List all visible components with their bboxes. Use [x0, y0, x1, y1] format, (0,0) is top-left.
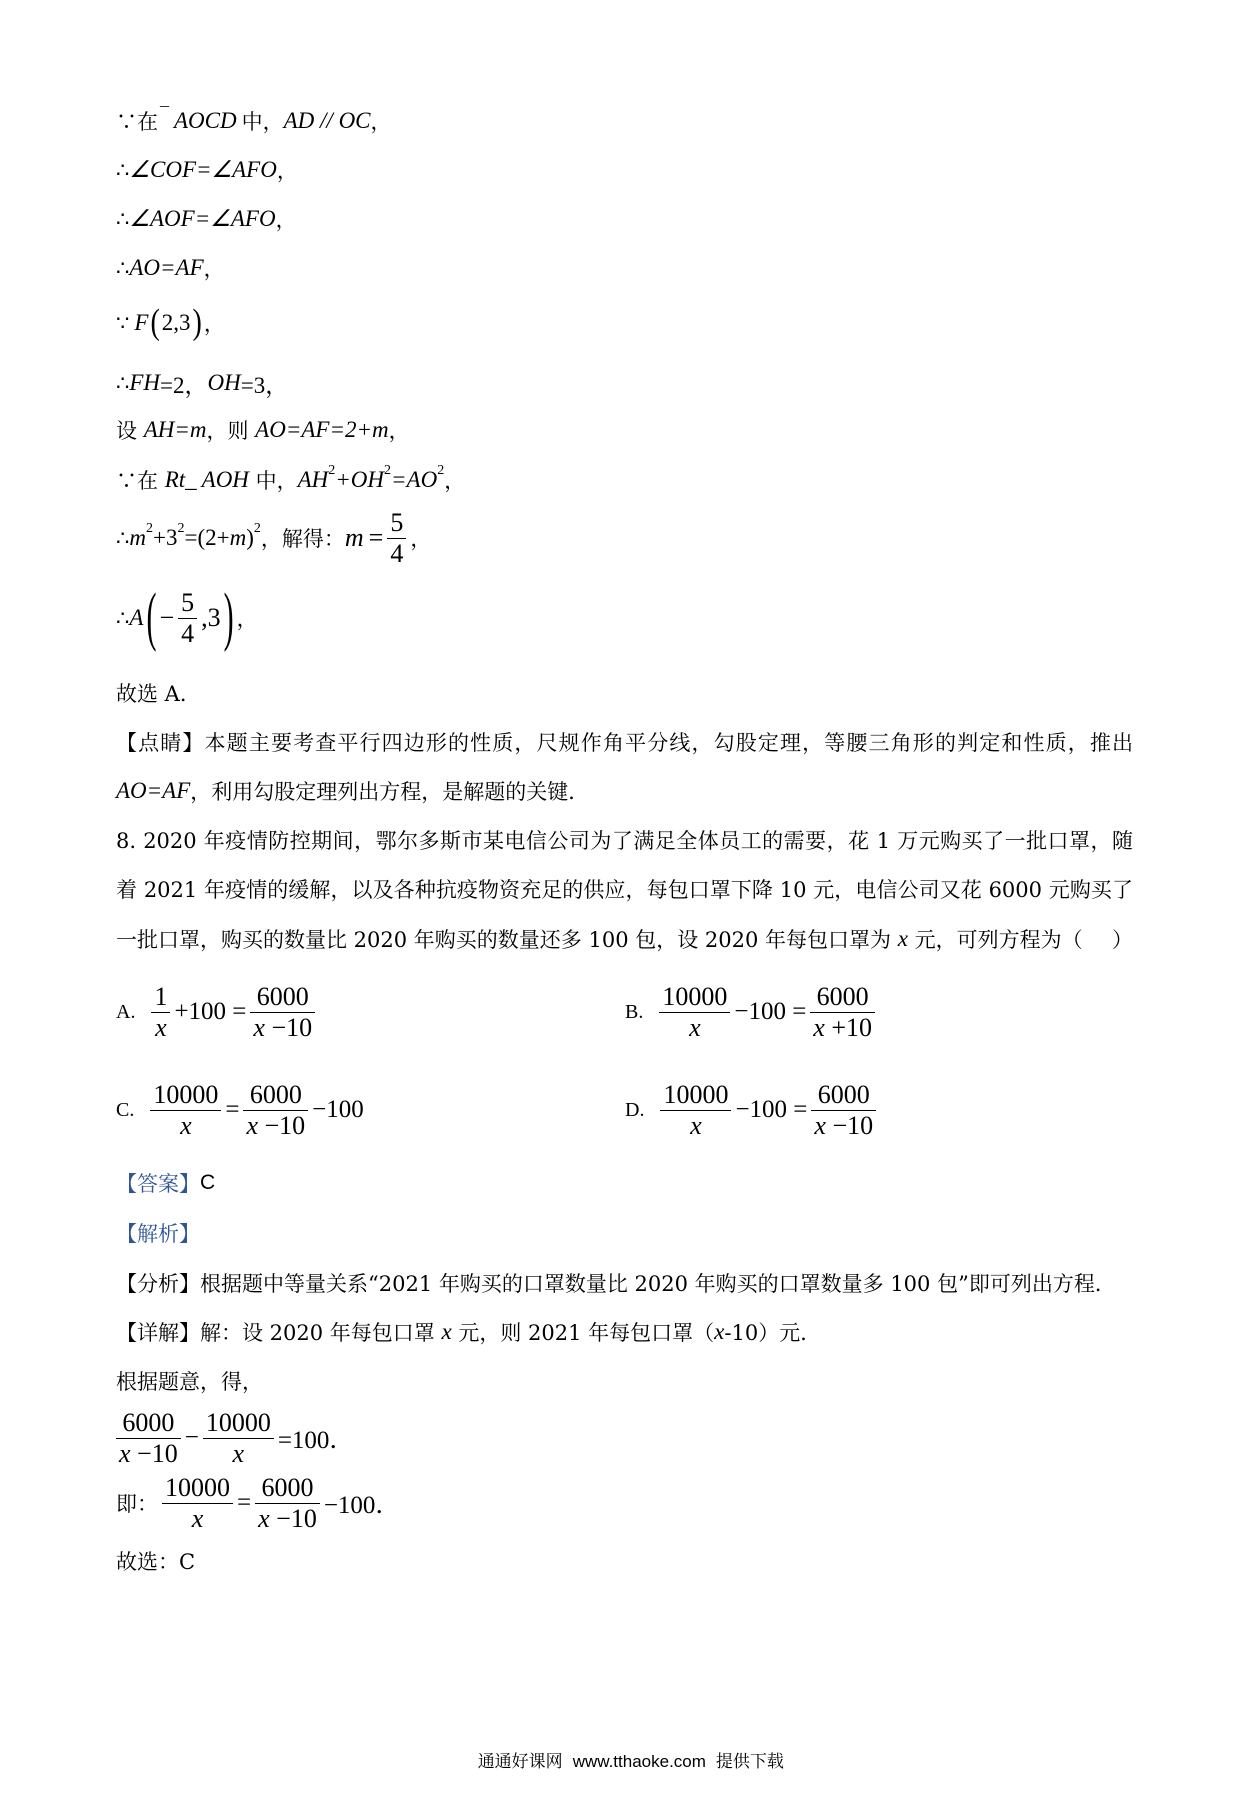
oh-value: =3，: [240, 372, 289, 398]
analysis-tag: 【分析】: [116, 1272, 200, 1296]
fraction: [116, 1408, 181, 1469]
denominator-rest: −10: [269, 1503, 317, 1533]
denominator: [810, 1013, 875, 1043]
term-ao: =AO: [391, 467, 438, 492]
option-c: [116, 1077, 364, 1143]
comma: ，: [370, 110, 392, 134]
numerator: 6000: [811, 1080, 876, 1111]
var-m: m: [129, 525, 146, 550]
numerator: 5: [387, 508, 406, 539]
operator: −100 =: [735, 1096, 808, 1123]
proof-line-7: [116, 415, 410, 445]
equals-sign: =: [368, 523, 384, 552]
middle-text: 中，: [241, 110, 284, 134]
quadrilateral-name: AOCD: [174, 108, 237, 133]
point-name: A: [129, 605, 144, 630]
because-text: ∵在: [116, 469, 165, 493]
close-paren: ): [246, 525, 254, 550]
numerator: 10000: [660, 1080, 731, 1111]
denominator: x: [689, 1012, 701, 1042]
option-label: A.: [116, 1000, 136, 1023]
question-text: 8. 2020 年疫情防控期间，鄂尔多斯市某电信公司为了满足全体员工的需要，花 1 万元购买了一批口罩，随: [116, 829, 1133, 853]
conclusion-line: [116, 1546, 195, 1576]
y-coordinate: ,3: [201, 603, 221, 632]
numerator: 6000: [250, 982, 315, 1013]
fraction: [250, 982, 315, 1043]
therefore-text: ∴: [116, 207, 130, 231]
operator: =: [225, 1096, 240, 1123]
left-paren: (: [146, 580, 157, 654]
term-ah: AH: [297, 467, 329, 492]
denominator: [116, 1439, 181, 1469]
denominator-rest: −10: [264, 1012, 313, 1042]
denominator-variable: x: [258, 1503, 270, 1533]
fraction: [660, 1080, 731, 1141]
question-line-1: [116, 826, 1133, 856]
equals-sign: =: [237, 1489, 252, 1516]
because-text: ∵在: [116, 110, 158, 134]
fraction-x-coordinate: [178, 588, 197, 649]
denominator-rest: −10: [258, 1110, 306, 1140]
fraction: [151, 982, 170, 1043]
segment-equation: AO=AF: [129, 255, 204, 280]
therefore-text: ∴: [116, 606, 130, 630]
denominator: [243, 1111, 308, 1141]
proof-line-4: [116, 253, 225, 283]
remark-text: ，利用勾股定理列出方程，是解题的关键．: [190, 780, 590, 804]
option-d: [625, 1077, 880, 1143]
point-name: F: [134, 310, 149, 335]
analysis-header-line: [116, 1218, 200, 1248]
denominator-rest: −10: [130, 1438, 178, 1468]
var-m: m: [344, 523, 364, 552]
proof-line-10: [116, 580, 258, 654]
therefore-text: ∴: [116, 371, 130, 395]
exponent: 2: [328, 463, 336, 478]
exponent: 2: [177, 521, 185, 536]
therefore-text: ∴: [116, 256, 130, 280]
denominator: 4: [181, 618, 195, 648]
ah-assignment: AH=m: [143, 417, 207, 442]
detail-tag: 【详解】: [116, 1321, 200, 1345]
denominator: [255, 1504, 320, 1534]
option-label: D.: [625, 1098, 645, 1121]
term-three: +3: [153, 525, 178, 550]
denominator: x: [690, 1110, 702, 1140]
point-coordinates: 2,3: [161, 310, 191, 335]
triangle-symbol: _: [185, 467, 197, 492]
numerator: 6000: [243, 1080, 308, 1111]
proof-line-1: [116, 103, 392, 136]
right-paren: ): [192, 302, 202, 343]
comma: ，: [203, 257, 225, 281]
answer-blank-close: ）: [1112, 928, 1133, 952]
denominator-variable: x: [813, 1012, 825, 1042]
numerator: 5: [178, 588, 197, 619]
fraction: [255, 1473, 320, 1534]
question-text: 着 2021 年疫情的缓解，以及各种抗疫物资充足的供应，每包口罩下降 10 元，电信公司又花 6000 元购买了: [116, 878, 1133, 902]
comma: ，: [444, 469, 466, 493]
remark-line-2: [116, 776, 589, 806]
detail-text: -10）元．: [724, 1321, 822, 1345]
numerator: 6000: [116, 1408, 181, 1439]
minus-operator: −: [184, 1424, 199, 1451]
let-text: 设: [116, 419, 144, 443]
answer-line: [116, 1168, 215, 1198]
minus-sign: −: [159, 603, 175, 632]
detail-line: [116, 1317, 821, 1347]
right-paren: ): [223, 580, 234, 654]
operator: −100 =: [734, 998, 807, 1025]
numerator: 10000: [150, 1080, 221, 1111]
denominator: 4: [390, 538, 404, 568]
remark-text: 本题主要考查平行四边形的性质，尺规作角平分线，勾股定理，等腰三角形的判定和性质，推出: [204, 731, 1134, 755]
remark-tag: 【点睛】: [116, 731, 205, 755]
denominator-rest: −10: [825, 1110, 874, 1140]
numerator: 6000: [810, 982, 875, 1013]
denominator: x: [232, 1438, 245, 1468]
triangle-name: AOH: [201, 467, 249, 492]
denominator: [811, 1111, 876, 1141]
exponent: 2: [384, 463, 392, 478]
proof-line-8: [116, 465, 465, 495]
equation-2: [116, 1470, 400, 1536]
detail-text: 元，则 2021 年每包口罩（: [451, 1321, 715, 1345]
angle-equation: ∠AOF=∠AFO: [129, 206, 276, 231]
solve-text: ，解得：: [260, 527, 345, 551]
analysis-text: 根据题中等量关系“2021 年购买的口罩数量比 2020 年购买的口罩数量多 100 包”即可列出方程．: [200, 1272, 1116, 1296]
right-hand-side: −100．: [323, 1492, 401, 1519]
denominator-variable: x: [246, 1110, 258, 1140]
equation-prefix: 即：: [116, 1492, 158, 1516]
exponent: 2: [146, 521, 153, 536]
fraction: [810, 982, 875, 1043]
step-line: [116, 1366, 263, 1396]
left-paren: (: [150, 302, 160, 343]
denominator-rest: +10: [824, 1012, 873, 1042]
denominator: [250, 1013, 315, 1043]
step-text: 根据题意，得，: [116, 1370, 263, 1394]
middle-text: 中，: [248, 469, 298, 493]
choice-text: 故选 A．: [116, 682, 201, 706]
option-b: [625, 979, 879, 1045]
remark-line-1: [116, 728, 1133, 758]
numerator: 6000: [255, 1473, 320, 1504]
therefore-text: ∴: [116, 158, 130, 182]
conclusion-text: 故选：C: [116, 1550, 196, 1574]
remark-expression: AO=AF: [116, 778, 191, 803]
right-triangle-label: Rt: [164, 467, 186, 492]
question-variable: x: [897, 926, 908, 951]
footer-site-name: 通通好课网: [477, 1752, 563, 1772]
question-text-group: [116, 924, 1083, 954]
proof-line-2: [116, 155, 298, 185]
fraction: [203, 1408, 274, 1469]
comma: ，: [388, 419, 410, 443]
question-line-2: [116, 875, 1133, 905]
denominator-variable: x: [119, 1438, 131, 1468]
because-text: ∵: [116, 311, 130, 335]
denominator: x: [191, 1503, 204, 1533]
proof-line-5: [116, 303, 225, 343]
answer-tag: 【答案】: [116, 1172, 200, 1196]
parallel-expression: AD // OC: [283, 108, 371, 133]
comma: ，: [203, 312, 225, 336]
comma: ，: [236, 607, 258, 631]
page-footer: [0, 1729, 1240, 1795]
question-text: 一批口罩，购买的数量比 2020 年购买的数量还多 100 包，设 2020 年每包口罩为: [116, 928, 898, 952]
detail-text: 解：设 2020 年每包口罩: [200, 1321, 442, 1345]
segment-fh: FH: [129, 370, 161, 395]
var-m: m: [229, 525, 247, 550]
proof-conclusion: [116, 678, 201, 708]
fraction: [150, 1080, 221, 1141]
segment-oh: OH: [207, 370, 241, 395]
analysis-line: [116, 1268, 1116, 1298]
exponent: 2: [437, 463, 445, 478]
ao-expression: AO=AF=2+m: [255, 417, 389, 442]
operator-tail: −100: [312, 1096, 364, 1123]
option-label: B.: [625, 1000, 644, 1023]
analysis-header: 【解析】: [116, 1222, 200, 1246]
angle-equation: ∠COF=∠AFO: [129, 157, 277, 182]
fh-value: =2，: [160, 372, 208, 398]
comma: ，: [276, 159, 298, 183]
fraction: [243, 1080, 308, 1141]
then-text: ，则: [206, 419, 256, 443]
denominator-variable: x: [253, 1012, 265, 1042]
comma: ，: [275, 208, 297, 232]
fraction: [811, 1080, 876, 1141]
option-a: [116, 979, 319, 1045]
proof-line-9: [116, 505, 431, 571]
footer-url[interactable]: www.tthaoke.com: [572, 1752, 706, 1771]
exponent: 2: [253, 521, 261, 536]
denominator-variable: x: [814, 1110, 826, 1140]
fraction-m-value: [387, 508, 406, 569]
fraction: [659, 982, 730, 1043]
equals-open: =(2+: [184, 525, 230, 550]
comma: ，: [410, 527, 432, 551]
term-oh: +OH: [335, 467, 385, 492]
equation-1: [116, 1405, 354, 1471]
right-hand-side: =100．: [277, 1427, 355, 1454]
numerator: 10000: [659, 982, 730, 1013]
fraction: [162, 1473, 233, 1534]
question-line-3: [116, 924, 1133, 954]
numerator: 1: [151, 982, 170, 1013]
question-text: 元，可列方程为（: [907, 928, 1083, 952]
therefore-text: ∴: [116, 526, 130, 550]
denominator: x: [180, 1110, 192, 1140]
detail-variable: x: [714, 1319, 725, 1344]
answer-value: C: [200, 1171, 216, 1194]
detail-variable: x: [441, 1319, 452, 1344]
option-label: C.: [116, 1098, 135, 1121]
numerator: 10000: [203, 1408, 274, 1439]
numerator: 10000: [162, 1473, 233, 1504]
proof-line-6: [116, 368, 288, 398]
parallelogram-symbol: ¯: [160, 103, 169, 124]
footer-text: 提供下载: [715, 1752, 784, 1772]
operator: +100 =: [174, 998, 247, 1025]
proof-line-3: [116, 204, 297, 234]
denominator: x: [155, 1012, 167, 1042]
